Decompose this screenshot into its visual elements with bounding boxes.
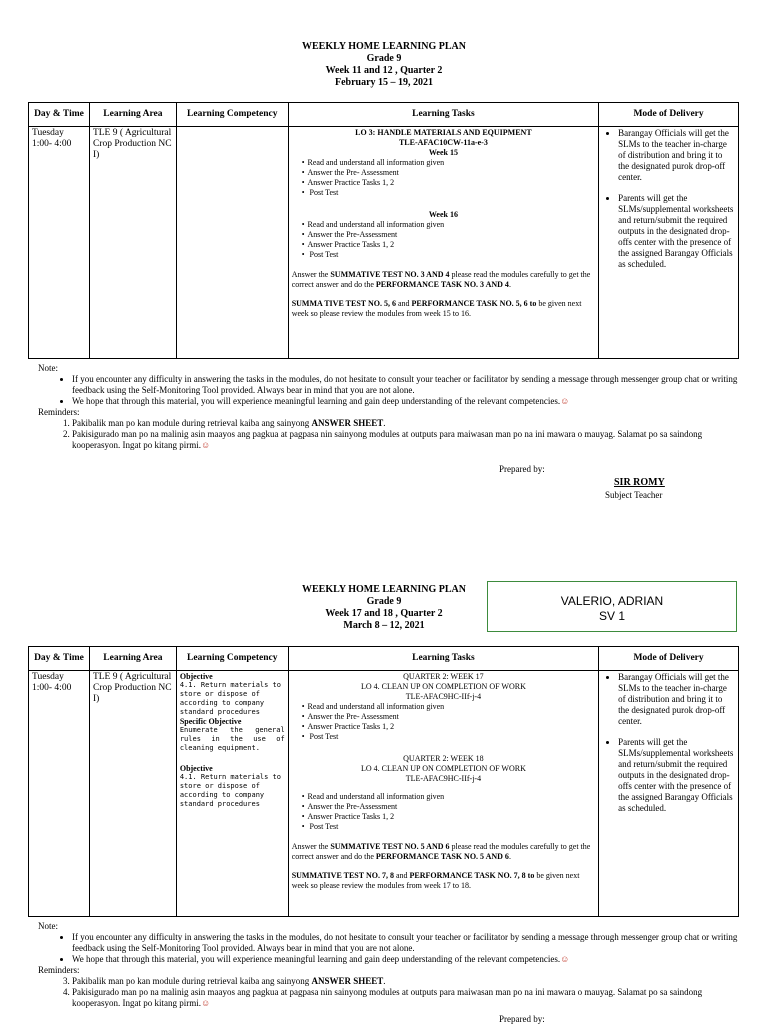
lo-code: TLE-AFAC10CW-11a-e-3 [398,138,488,147]
lo-heading: LO 3: HANDLE MATERIALS AND EQUIPMENT [355,128,532,137]
plan1-notes [38,363,738,451]
teacher-name: SIR ROMY [614,477,665,488]
time: 1:00- 4:00 [32,139,72,149]
objective-text: 4.1. Return materials to store or dispose of according to company standard procedures [179,773,281,808]
week-a-label: Week 15 [428,148,458,157]
list-item: • Barangay Officials will get the SLMs to the teacher in-charge of distribution and bring it to the designated purok drop-off center. [618,672,735,727]
list-item: • Answer Practice Tasks 1, 2 [302,812,595,822]
day: Tuesday [32,128,64,138]
objective-label: Objective [179,764,213,773]
col-mode-of-delivery: Mode of Delivery [599,647,739,671]
objective-label: Objective [179,672,213,681]
list-item: • Answer Practice Tasks 1, 2 [302,240,595,250]
list-item: • Answer Practice Tasks 1, 2 [302,178,595,188]
col-learning-area: Learning Area [89,103,176,127]
list-item: • Parents will get the SLMs/supplemental worksheets and return/submit the required outputs in the designated drop-offs center with the presence of the assigned Barangay Officials as scheduled. [618,737,735,814]
next-week-notice: SUMMA TIVE TEST NO. 5, 6 and PERFORMANCE TASK NO. 5, 6 to be given next week so please review the modules from week 15 to 16. [291,299,582,318]
list-item: • Answer Practice Tasks 1, 2 [302,722,595,732]
specific-objective-text: Enumerate the general rules in the use of cleaning equipment. [179,726,285,752]
list-item: • Answer the Pre- Assessment [302,168,595,178]
col-day-time: Day & Time [29,647,90,671]
list-item: • Read and understand all information given [302,158,595,168]
list-item: • Answer the Pre- Assessment [302,712,595,722]
specific-objective-label: Specific Objective [179,717,242,726]
smiley-icon: ☺ [200,440,211,450]
col-learning-area: Learning Area [89,647,176,671]
reminder-item: 1. Pakibalik man po kan module during retrieval kaiba ang sainyong ANSWER SHEET. [72,418,738,429]
plan2-table [28,646,739,917]
list-item: • Post Test [302,250,595,260]
list-item: • Post Test [302,188,595,198]
col-learning-tasks: Learning Tasks [288,103,598,127]
mode-of-delivery-cell [599,127,739,359]
lo-heading: LO 4. CLEAN UP ON COMPLETION OF WORK [360,682,526,691]
reminder-item: 2. Pakisigurado man po na malinig asin maayos ang pagkua at pagpasa nin sainyong modules at outputs para maiwasan man po na ini mawara o mauyag. Salamat po sa saindong kooperasyon. Ingat po kitang pirmi.☺ [72,429,738,451]
list-item: • Post Test [302,732,595,742]
smiley-icon: ☺ [560,954,570,964]
quarter-week-b: QUARTER 2: WEEK 18 [403,754,484,763]
plan2-week: Week 17 and 18 , Quarter 2 [325,608,443,619]
learning-competency-cell [176,671,288,917]
lo-heading: LO 4. CLEAN UP ON COMPLETION OF WORK [360,764,526,773]
col-mode-of-delivery: Mode of Delivery [599,103,739,127]
plan2-grade: Grade 9 [366,596,402,607]
list-item: • Answer the Pre-Assessment [302,802,595,812]
mode-of-delivery-cell [599,671,739,917]
col-learning-competency: Learning Competency [176,647,288,671]
quarter-week-a: QUARTER 2: WEEK 17 [403,672,484,681]
plan1-header [0,41,768,89]
task-list-b [292,220,595,260]
reminder-item: 4. Pakisigurado man po na malinig asin maayos ang pagkua at pagpasa nin sainyong modules at outputs para maiwasan man po na ini mawara o mauyag. Salamat po sa saindong kooperasyon. Ingat po kitang pirmi.☺ [72,987,738,1009]
student-name-box [487,581,737,632]
task-list-a [292,702,595,742]
lo-code: TLE-AFAC9HC-IIf-j-4 [405,774,482,783]
plan1-dates: February 15 – 19, 2021 [334,77,434,88]
student-section: SV 1 [598,609,625,623]
lo-code: TLE-AFAC9HC-IIf-j-4 [405,692,482,701]
objective-text: 4.1. Return materials to store or dispose of according to company standard procedures [179,681,281,716]
summative-instructions: Answer the SUMMATIVE TEST NO. 3 AND 4 please read the modules carefully to get the correct answer and do the PERFORMANCE TASK NO. 3 AND 4. [291,270,591,289]
plan1-grade: Grade 9 [366,53,402,64]
time: 1:00- 4:00 [32,683,72,693]
teacher-role: Subject Teacher [605,490,663,500]
learning-tasks-cell [288,671,598,917]
list-item: • Parents will get the SLMs/supplemental worksheets and return/submit the required outputs in the designated drop-offs center with the presence of the assigned Barangay Officials as scheduled. [618,193,735,270]
week-b-label: Week 16 [428,210,458,219]
col-learning-tasks: Learning Tasks [288,647,598,671]
reminders-label: Reminders: [38,407,80,417]
note-label: Note: [38,363,58,373]
note-item: • If you encounter any difficulty in answering the tasks in the modules, do not hesitate to consult your teacher or facilitator by sending a message through messenger group chat or writing feedback using the Self-Monitoring Tool provided. Always bear in mind that you are not alone. [72,374,738,396]
plan2-dates: March 8 – 12, 2021 [343,620,425,631]
student-name: VALERIO, ADRIAN [560,594,664,608]
plan1-table [28,102,739,359]
prepared-by-label: Prepared by: [499,464,545,474]
day-time-cell [29,671,90,917]
list-item: • Barangay Officials will get the SLMs to the teacher in-charge of distribution and bring it to the designated purok drop-off center. [618,128,735,183]
note-label: Note: [38,921,58,931]
col-day-time: Day & Time [29,103,90,127]
reminder-item: 3. Pakibalik man po kan module during retrieval kaiba ang sainyong ANSWER SHEET. [72,976,738,987]
day: Tuesday [32,672,64,682]
learning-area-cell: TLE 9 ( Agricultural Crop Production NC I) [89,671,176,917]
note-item: • We hope that through this material, you will experience meaningful learning and gain deep understanding of the relevant competencies.☺ [72,396,738,407]
smiley-icon: ☺ [560,396,570,406]
reminders-label: Reminders: [38,965,80,975]
plan1-week: Week 11 and 12 , Quarter 2 [325,65,443,76]
list-item: • Read and understand all information given [302,220,595,230]
list-item: • Answer the Pre-Assessment [302,230,595,240]
day-time-cell [29,127,90,359]
note-item: • If you encounter any difficulty in answering the tasks in the modules, do not hesitate to consult your teacher or facilitator by sending a message through messenger group chat or writing feedback using the Self-Monitoring Tool provided. Always bear in mind that you are not alone. [72,932,738,954]
task-list-a [292,158,595,198]
list-item: • Post Test [302,822,595,832]
next-week-notice: SUMMATIVE TEST NO. 7, 8 and PERFORMANCE TASK NO. 7, 8 to be given next week so please review the modules from week 17 to 18. [291,871,580,890]
plan1-title: WEEKLY HOME LEARNING PLAN [301,41,466,52]
list-item: • Read and understand all information given [302,702,595,712]
learning-area-cell: TLE 9 ( Agricultural Crop Production NC I) [89,127,176,359]
learning-tasks-cell [288,127,598,359]
prepared-by-label: Prepared by: [499,1014,545,1024]
plan2-title: WEEKLY HOME LEARNING PLAN [301,584,466,595]
summative-instructions: Answer the SUMMATIVE TEST NO. 5 AND 6 please read the modules carefully to get the correct answer and do the PERFORMANCE TASK NO. 5 AND 6. [291,842,591,861]
task-list-b [292,792,595,832]
note-item: • We hope that through this material, you will experience meaningful learning and gain deep understanding of the relevant competencies.☺ [72,954,738,965]
smiley-icon: ☺ [200,998,211,1008]
learning-competency-cell [176,127,288,359]
plan2-notes [38,921,738,1009]
col-learning-competency: Learning Competency [176,103,288,127]
list-item: • Read and understand all information given [302,792,595,802]
